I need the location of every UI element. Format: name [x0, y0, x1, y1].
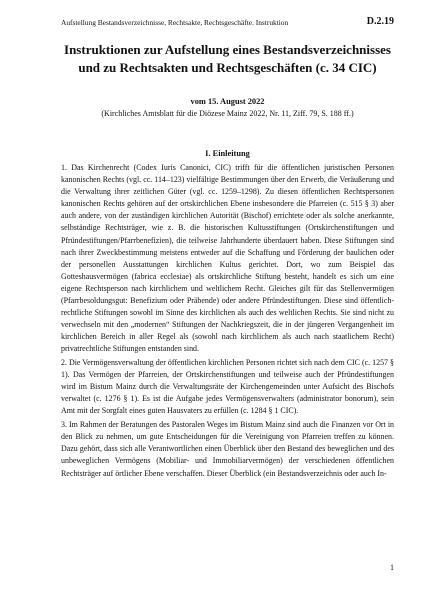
- document-title: Instruktionen zur Aufstellung eines Bestandsverzeichnisses und zu Rechtsakten und Rechtsgeschäften (c. 34 CIC): [64, 42, 391, 75]
- section-body: [61, 162, 394, 481]
- running-header: [61, 17, 394, 29]
- page-number: 1: [390, 563, 394, 572]
- document-code: D.2.19: [366, 16, 394, 27]
- document-source: (Kirchliches Amtsblatt für die Diözese Mainz 2022, Nr. 11, Ziff. 79, S. 188 ff.): [101, 109, 354, 118]
- paragraph-3: 3. Im Rahmen der Beratungen des Pastoralen Weges im Bistum Mainz sind auch die Finanzen vor Ort in den Blick zu nehmen, um gute Entscheidungen für die Vereinigung von Pfarreien treffen zu können. Dazu gehört, dass sich alle Verantwortlichen einen Überblick über den Bestand des beweglichen und des unbeweglichen Vermögens (Mobiliar- und Immobiliarvermögen) der verschiedenen öffentlichen Rechtsträger auf örtlicher Ebene verschaffen. Dieser Überblick (ein Bestandsverzeichnis oder auch In-: [61, 420, 394, 478]
- document-date: vom 15. August 2022: [190, 97, 265, 106]
- running-title: Aufstellung Bestandsverzeichnisse, Rechtsakte, Rechtsgeschäfte. Instruktion: [61, 18, 289, 27]
- paragraph-1: 1. Das Kirchenrecht (Codex Iuris Canonici, CIC) trifft für die öffentlichen juristischen Personen kanonischen Rechts (vgl. cc. 114–123) vielfältige Bestimmungen über den Erwerb, die Veräußerung und die Verwaltung ihrer zeitlichen Güter (vgl. cc. 1259–1298). Zu diesen öffentlichen Rechtspersonen kanonischen Rechts gehören auf der ortskirchlichen Ebene insbesondere die Pfarreien (c. 515 § 3) aber auch andere, von der zuständigen kirchlichen Autorität (Bischof) errichtete oder als solche anerkannte, selbständige Rechtsträger, wie z. B. die historischen Kultusstiftungen (Ortskirchenstiftungen und Pfründestiftungen/Pfarrbenefizien), die teilweise Jahrhunderte überdauert haben. Diese Stiftungen sind nach ihrer Zweckbestimmung meistens entweder auf die Schaffung und Förderung der baulichen oder der personellen Ausstattungen kirchlichen Kultus gerichtet. Dort, wo zum Beispiel das Gotteshausvermögen (fabrica ecclesiae) als ortskirchliche Stiftung besteht, handelt es sich um eine eigene Rechtsperson nach kirchlichem und weltlichem Recht. Gleiches gilt für das Stellenvermögen (Pfarrbesoldungsgut: Benefizium oder Präbende) oder andere Pfründestiftungen. Diese sind öffentlich-rechtliche Stiftungen sowohl im Sinne des kirchlichen als auch des weltlichen Rechts. Sie sind nicht zu verwechseln mit den „modernen“ Stiftungen der Nachkriegszeit, die in der jüngeren Vergangenheit im kirchlichen Bereich in aller Regel als (sowohl nach kirchlichem als auch nach staatlichem Recht) privatrechtliche Stiftungen entstanden sind.: [61, 163, 394, 354]
- paragraph-2: 2. Die Vermögensverwaltung der öffentlichen kirchlichen Personen richtet sich nach dem CIC (c. 1257 § 1). Das Vermögen der Pfarreien, der Ortskirchenstiftungen und teilweise auch der Pfründestiftungen wird im Bistum Mainz durch die Verwaltungsräte der Kirchengemeinden unter Aufsicht des Bischofs verwaltet (c. 1276 § 1). Es ist die Aufgabe jedes Vermögensverwalters (administrator bonorum), sein Amt mit der Sorgfalt eines guten Hausvaters zu erfüllen (c. 1284 § 1 CIC).: [61, 358, 394, 416]
- section-heading: I. Einleitung: [205, 149, 250, 158]
